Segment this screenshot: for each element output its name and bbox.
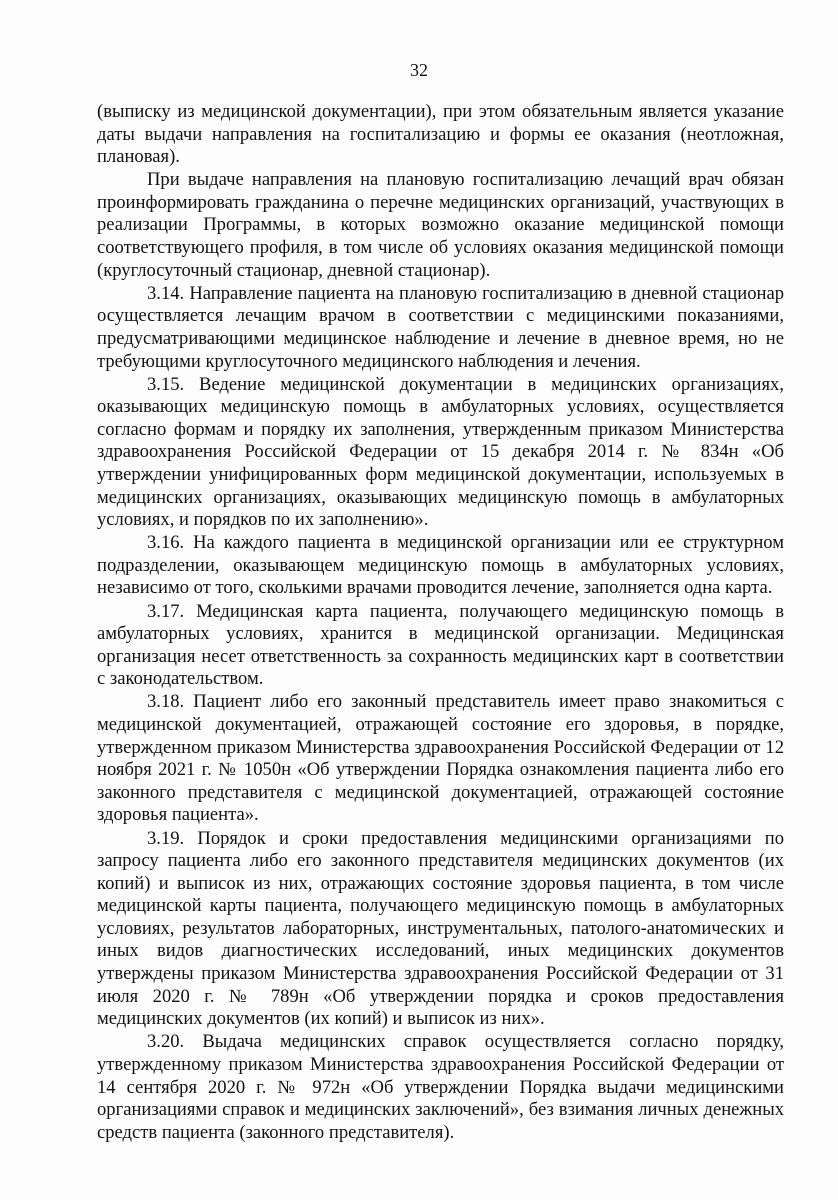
paragraph-3-20: 3.20. Выдача медицинских справок осуществляется согласно порядку, утвержденному приказом Министерства здравоохранения Российской Федерации от 14 сентября 2020 г. № 972н «Об утверждении Порядка выдачи медицинскими организациями справок и медицинских заключений», без взимания личных денежных средств пациента (законного представителя). (97, 1031, 784, 1143)
paragraph-3-17: 3.17. Медицинская карта пациента, получающего медицинскую помощь в амбулаторных условиях, хранится в медицинской организации. Медицинская организация несет ответственность за сохранность медицинских карт в соответствии с законодательством. (97, 600, 784, 690)
paragraph-3-14: 3.14. Направление пациента на плановую госпитализацию в дневной стационар осуществляется лечащим врачом в соответствии с медицинскими показаниями, предусматривающими медицинское наблюдение и лечение в дневное время, но не требующими круглосуточного медицинского наблюдения и лечения. (97, 282, 784, 372)
paragraph-referral-info: При выдаче направления на плановую госпитализацию лечащий врач обязан проинформировать гражданина о перечне медицинских организаций, участвующих в реализации Программы, в которых возможно оказание медицинской помощи соответствующего профиля, в том числе об условиях оказания медицинской помощи (круглосуточный стационар, дневной стационар). (97, 169, 784, 281)
paragraph-3-19: 3.19. Порядок и сроки предоставления медицинскими организациями по запросу пациента либо его законного представителя медицинских документов (их копий) и выписок из них, отражающих состояние здоровья пациента, в том числе медицинской карты пациента, получающего медицинскую помощь в амбулаторных условиях, результатов лабораторных, инструментальных, патолого-анатомических и иных видов диагностических исследований, иных медицинских документов утверждены приказом Министерства здравоохранения Российской Федерации от 31 июля 2020 г. № 789н «Об утверждении порядка и сроков предоставления медицинских документов (их копий) и выписок из них». (97, 827, 784, 1030)
paragraph-3-18: 3.18. Пациент либо его законный представитель имеет право знакомиться с медицинской документацией, отражающей состояние его здоровья, в порядке, утвержденном приказом Министерства здравоохранения Российской Федерации от 12 ноября 2021 г. № 1050н «Об утверждении Порядка ознакомления пациента либо его законного представителя с медицинской документацией, отражающей состояние здоровья пациента». (97, 691, 784, 826)
document-body (97, 101, 784, 1145)
paragraph-continuation: (выписку из медицинской документации), при этом обязательным является указание даты выдачи направления на госпитализацию и формы ее оказания (неотложная, плановая). (97, 101, 784, 168)
page-number: 32 (410, 60, 428, 80)
paragraph-3-15: 3.15. Ведение медицинской документации в медицинских организациях, оказывающих медицинскую помощь в амбулаторных условиях, осуществляется согласно формам и порядку их заполнения, утвержденным приказом Министерства здравоохранения Российской Федерации от 15 декабря 2014 г. № 834н «Об утверждении унифицированных форм медицинской документации, используемых в медицинских организациях, оказывающих медицинскую помощь в амбулаторных условиях, и порядков по их заполнению». (97, 373, 784, 531)
paragraph-3-16: 3.16. На каждого пациента в медицинской организации или ее структурном подразделении, оказывающем медицинскую помощь в амбулаторных условиях, независимо от того, сколькими врачами проводится лечение, заполняется одна карта. (97, 532, 784, 599)
